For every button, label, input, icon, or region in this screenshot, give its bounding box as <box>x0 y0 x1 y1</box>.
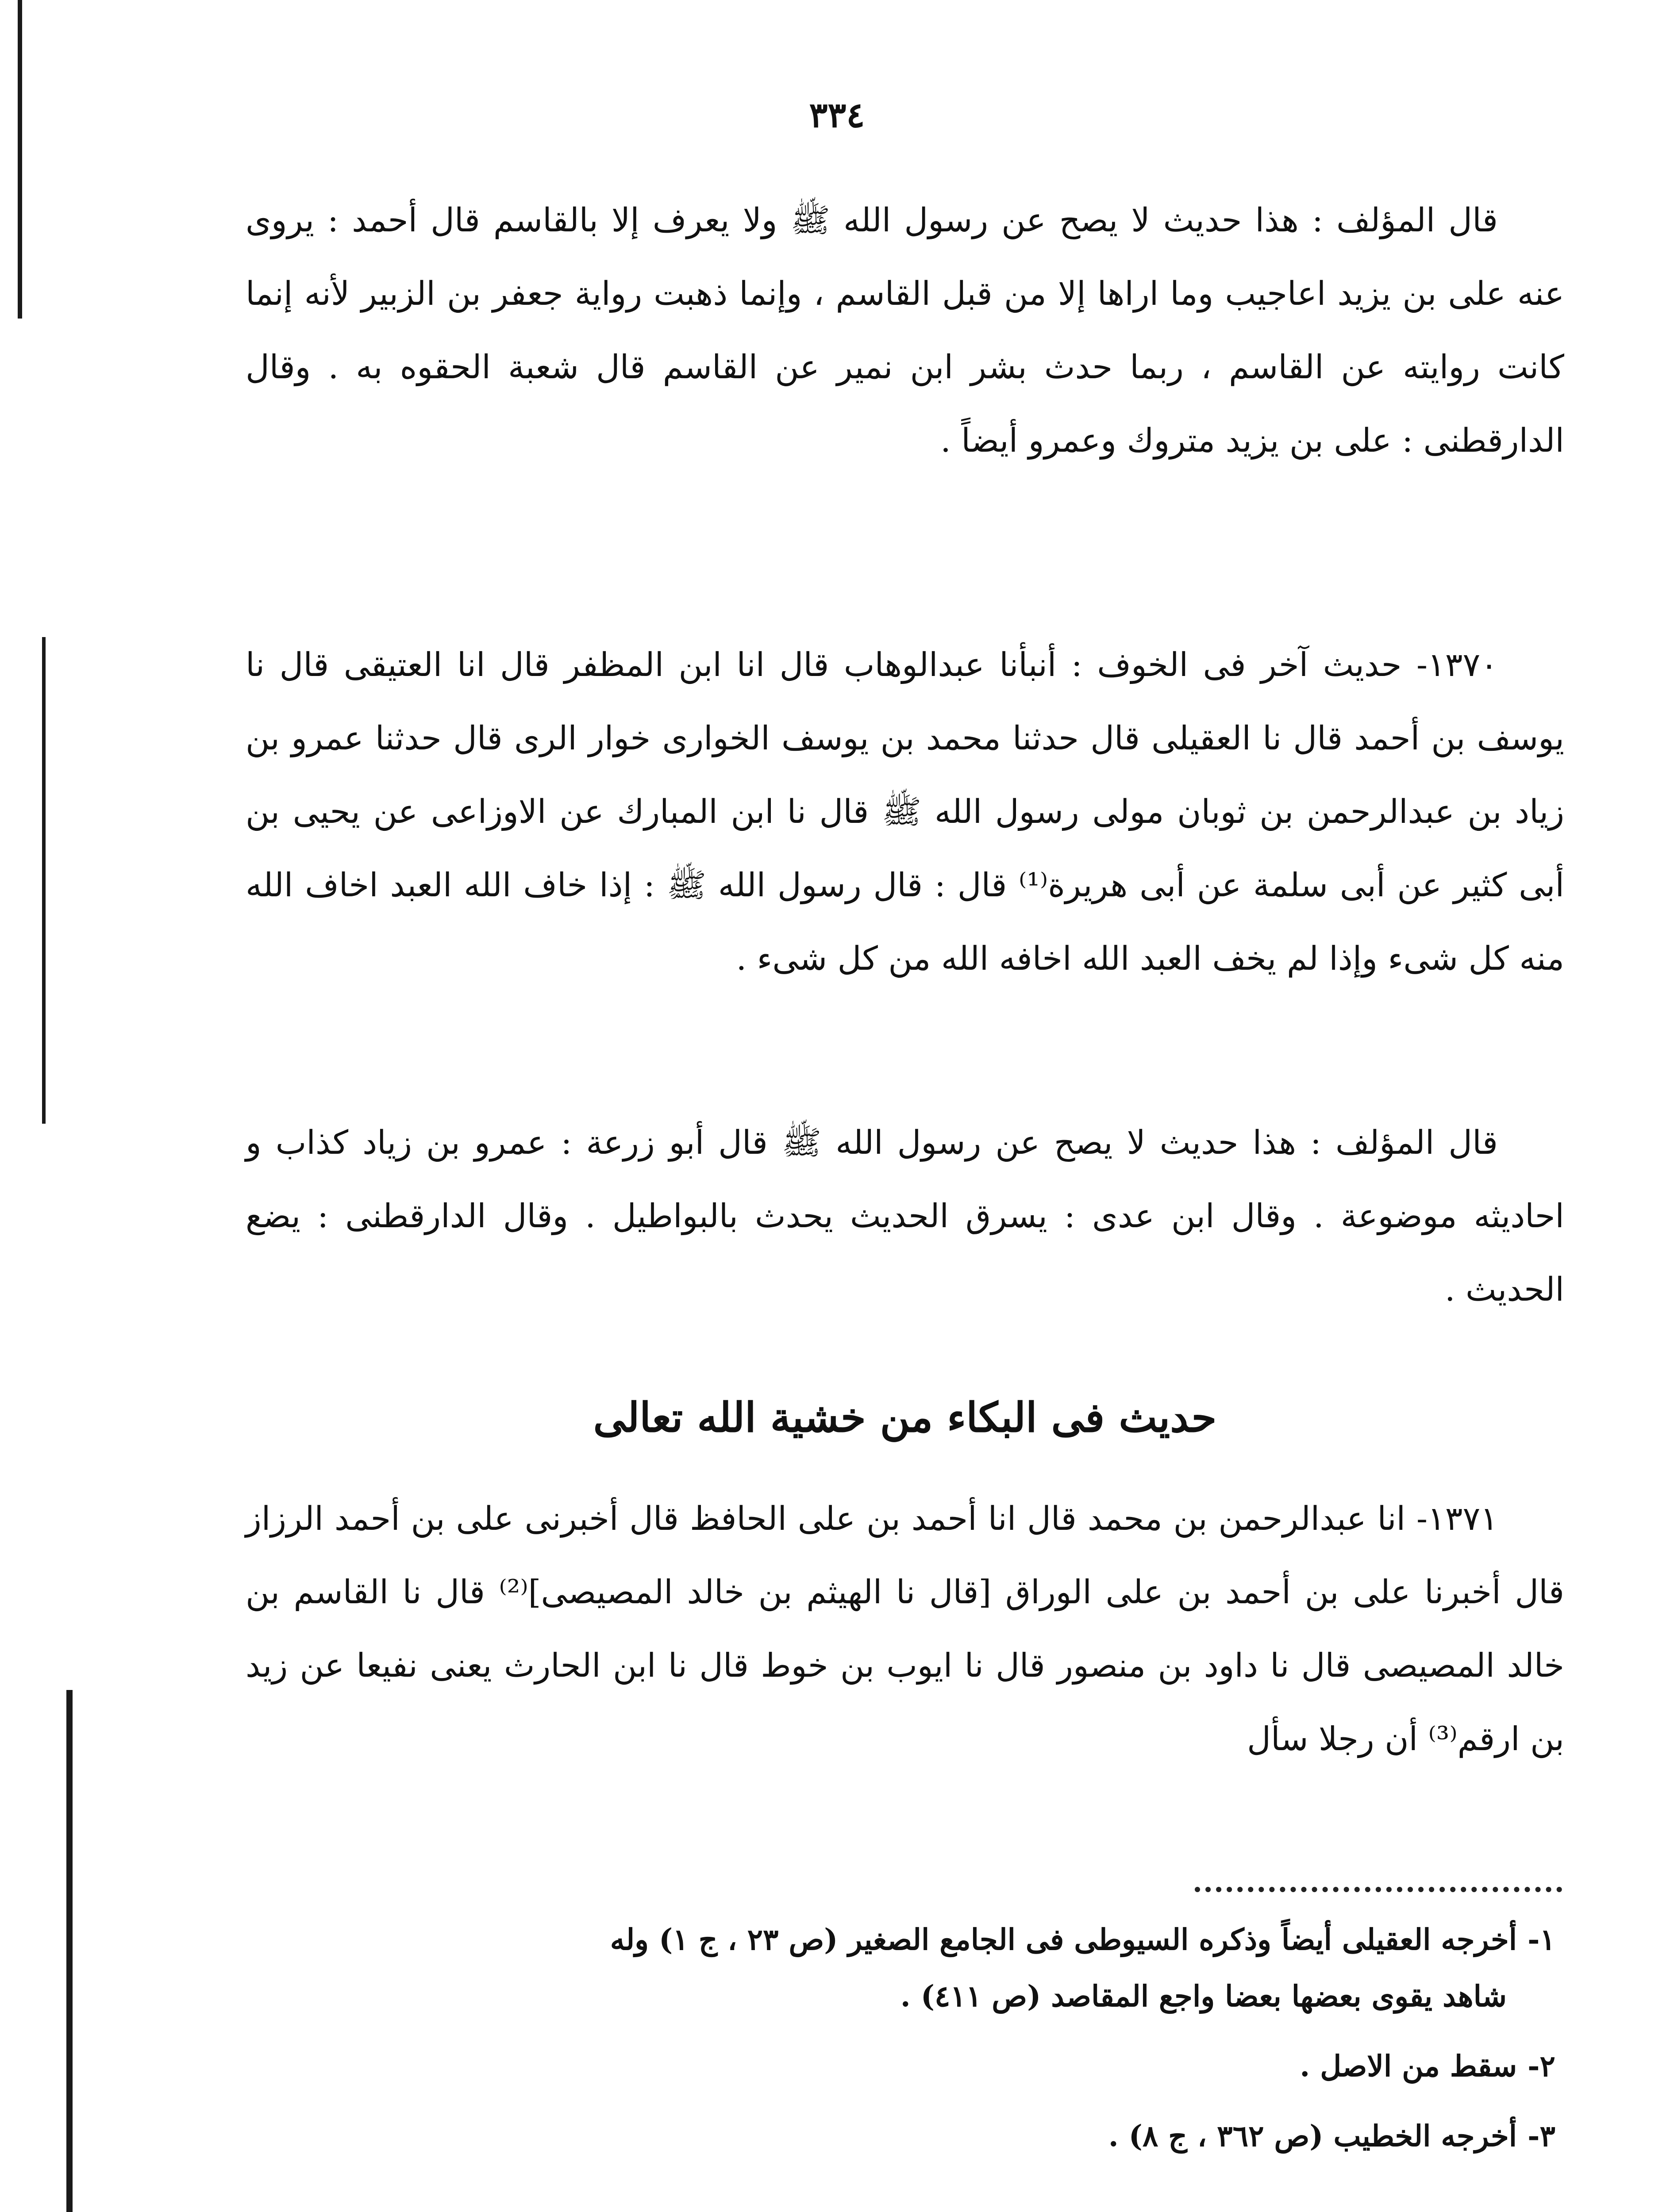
footnote-text: أخرجه الخطيب (ص ٣٦٢ ، ج ٨) . <box>1108 2119 1517 2153</box>
footnote-number: ١- <box>1528 1922 1555 1957</box>
paragraph-hadith-1370 <box>246 628 1564 995</box>
paragraph-author-comment-2 <box>246 1106 1564 1326</box>
paragraph-text: قال المؤلف : هذا حديث لا يصح عن رسول الله ﷺ قال أبو زرعة : عمرو بن زياد كذاب و احاديثه موضوعة . وقال ابن عدى : يسرق الحديث يحدث بالبواطيل . وقال الدارقطنى : يضع الحديث . <box>246 1124 1564 1309</box>
section-heading: حديث فى البكاء من خشية الله تعالى <box>593 1394 1217 1441</box>
binding-edge-line-top <box>18 0 22 319</box>
footnote-continuation: شاهد يقوى بعضها بعضا واجع المقاصد (ص ٤١١) . <box>900 1979 1507 2013</box>
binding-edge-line-middle <box>42 637 46 1124</box>
page-number: ٣٣٤ <box>809 95 865 135</box>
footnote-text: سقط من الاصل . <box>1300 2049 1517 2083</box>
footnote-number: ٣- <box>1528 2119 1555 2153</box>
paragraph-text: قال المؤلف : هذا حديث لا يصح عن رسول الله ﷺ ولا يعرف إلا بالقاسم قال أحمد : يروى عنه على بن يزيد اعاجيب وما اراها إلا من قبل القاسم ، وإنما ذهبت رواية جعفر بن الزبير لأنه إنما كانت روايته عن القاسم ، ربما حدث بشر ابن نمير عن القاسم قال شعبة الحقوه به . وقال الدارقطنى : على بن يزيد متروك وعمرو أيضاً . <box>246 201 1564 460</box>
paragraph-text: ١٣٧٠- حديث آخر فى الخوف : أنبأنا عبدالوهاب قال انا ابن المظفر قال انا العتيقى قال نا يوسف بن أحمد قال نا العقيلى قال حدثنا محمد بن يوسف الخوارى خوار الرى قال حدثنا عمرو بن زياد بن عبدالرحمن بن ثوبان مولى رسول الله ﷺ قال نا ابن المبارك عن الاوزاعى عن يحيى بن أبى كثير عن أبى سلمة عن أبى هريرة⁽¹⁾ قال : قال رسول الله ﷺ : إذا خاف الله العبد اخاف الله منه كل شىء وإذا لم يخف العبد الله اخافه الله من كل شىء . <box>246 646 1565 978</box>
footnote-text: أخرجه العقيلى أيضاً وذكره السيوطى فى الجامع الصغير (ص ٢٣ ، ج ١) وله <box>610 1922 1517 1957</box>
footnotes <box>246 1911 1564 2177</box>
paragraph-text: ١٣٧١- انا عبدالرحمن بن محمد قال انا أحمد بن على الحافظ قال أخبرنى على بن أحمد الرزاز قال أخبرنا على بن أحمد بن على الوراق [قال نا الهيثم بن خالد المصيصى]⁽²⁾ قال نا القاسم بن خالد المصيصى قال نا داود بن منصور قال نا ايوب بن خوط قال نا ابن الحارث يعنى نفيعا عن زيد بن ارقم⁽³⁾ أن رجلا سأل <box>246 1500 1564 1758</box>
paragraph-hadith-1371 <box>246 1482 1564 1776</box>
binding-edge-line-bottom <box>66 1690 73 2212</box>
footnote-number: ٢- <box>1528 2049 1555 2083</box>
footnote-1 <box>246 1911 1564 2024</box>
paragraph-author-comment-1 <box>246 184 1564 477</box>
footnote-3 <box>246 2108 1564 2164</box>
footnote-divider <box>1195 1887 1562 1892</box>
footnote-2 <box>246 2038 1564 2094</box>
